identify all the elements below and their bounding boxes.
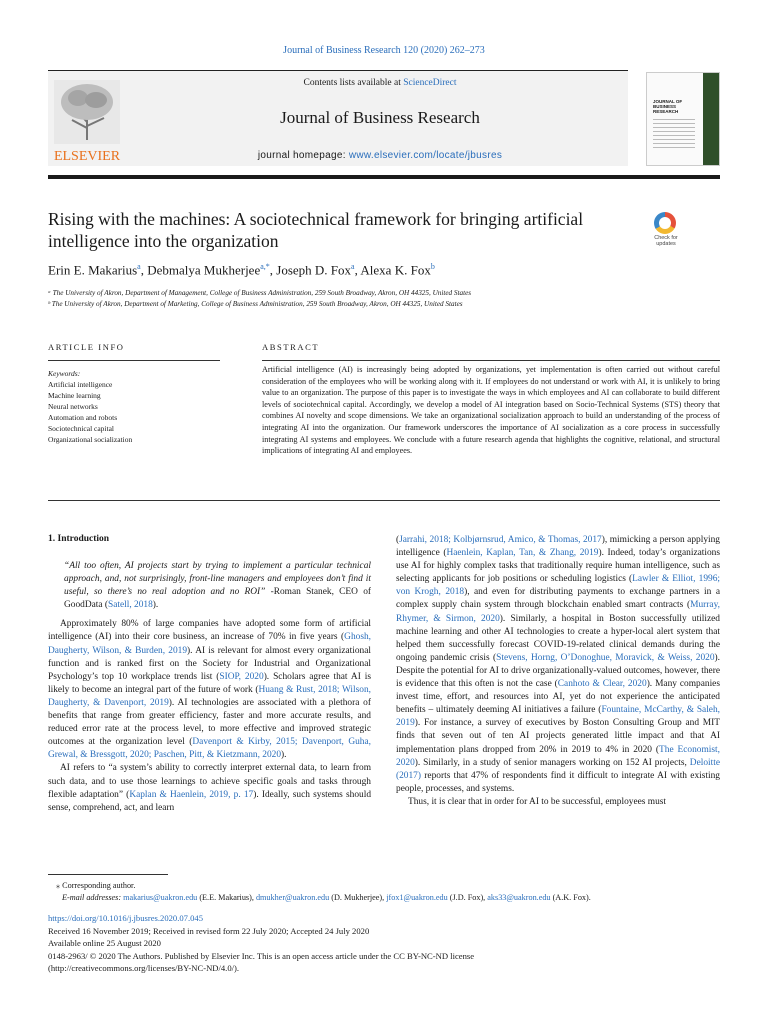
citation-link[interactable]: Ghosh, Daugherty, Wilson, & Burden, 2019 <box>48 632 371 656</box>
header-divider <box>48 175 720 179</box>
citation-link[interactable]: Canhoto & Clear, 2020 <box>557 679 647 690</box>
citation-link[interactable]: Jarrahi, 2018; Kolbjørnsrud, Amico, & Thomas, 2017 <box>399 535 602 545</box>
homepage-prefix: journal homepage: <box>257 150 349 161</box>
paragraph-text: ). <box>281 750 287 761</box>
keyword-item: Automation and robots <box>48 413 118 422</box>
intro-paragraph-4: Thus, it is clear that in order for AI to be successful, employees must <box>408 796 667 807</box>
cover-text-lines <box>653 119 695 151</box>
intro-paragraph-1 <box>48 618 371 762</box>
citation-link[interactable]: Satell, 2018 <box>108 600 153 611</box>
affiliation-a: ᵃ The University of Akron, Department of Management, College of Business Administration, 259 South Broadway, Akron, OH 44325, United States <box>48 289 472 297</box>
abstract-rule <box>262 360 720 361</box>
paragraph-text: ). AI technologies are associated with a plethora of benefits that range from greater efficiency, faster and more accurate results, and reduced error rate at the process level, to more effective and improved strategic outcomes at the organization level ( <box>48 697 371 748</box>
abstract-text: Artificial intelligence (AI) is increasingly being adopted by organizations, yet implementation is often carried out without careful consideration of the employees who will be working along with it. If employees do not understand or work with AI, it is unlikely to bring value to an organization. The purpose of this paper is to investigate the ways in which employees and AI can collaborate to build different levels of sociotechnical capital. Accordingly, we develop a model of AI integration based on Socio-Technical Systems (STS) theory that combines AI novelty and scope dimensions. We take an organizational socialization approach to build an understanding of the process of integrating AI into the organization. Our framework underscores the importance of AI socialization as a core process in successfully integrating AI systems and employees. We conclude with a future research agenda that highlights the cognitive, relational, and structural implications of integrating AI and employees. <box>262 365 720 456</box>
citation-link[interactable]: Murray, Rhymer, & Sirmon, 2020 <box>396 600 720 624</box>
paragraph-text: Approximately 80% of large companies have adopted some form of artificial intelligence (AI) into their core business, an increase of 70% in five years ( <box>48 619 371 643</box>
paragraph-text: ( <box>396 535 400 545</box>
paragraph-text: ). Similarly, a hospital in Boston successfully utilized machine learning and other AI technologies to create a hyper-local alert system that helped them successfully forecast COVID-19-related clinical demands during the ongoing pandemic crisis ( <box>396 613 720 663</box>
paragraph-text: ). Scholars agree that AI is likely to become an integral part of the future of work ( <box>48 671 371 695</box>
journal-title: Journal of Business Research <box>280 108 480 127</box>
citation-link[interactable]: Davenport & Kirby, 2015; Davenport, Guha, Grewal, & Bressgott, 2020; Paschen, Pitt, & Kietzmann, 2020 <box>48 737 371 761</box>
paragraph-text: AI refers to “a system’s ability to correctly interpret external data, to learn from such data, and to use those learnings to achieve specific goals and tasks through flexible adaptation” ( <box>48 763 371 800</box>
keyword-item: Machine learning <box>48 391 101 400</box>
citation-link[interactable]: Stevens, Horng, O’Donoghue, Moravick, & Weiss, 2020 <box>496 652 715 663</box>
email-owner: (D. Mukherjee), <box>329 893 387 902</box>
author-affil-mark[interactable]: a <box>351 262 355 271</box>
intro-paragraph-3 <box>396 534 720 796</box>
author-affil-mark[interactable]: b <box>430 262 435 271</box>
cover-spine-bar <box>703 73 719 165</box>
paragraph-text: ). For instance, a survey of executives by Boston Consulting Group and MIT finds that seven out of ten AI projects generated little impact and that AI implementation plans dropped from 20% in 2019 to 4% in 2020 ( <box>396 718 720 755</box>
paragraph-text: ). Indeed, today’s organizations use AI for highly complex tasks that traditionally require human intelligence, such as selecting applicants for job positions or scheduling logistics ( <box>396 548 720 585</box>
section-heading-introduction: 1. Introduction <box>48 534 110 544</box>
quote-attribution: -Roman Stanek, CEO of GoodData ( <box>64 587 371 611</box>
check-for-updates-label: Check for updates <box>654 235 678 247</box>
homepage-link[interactable]: www.elsevier.com/locate/jbusres <box>348 150 503 161</box>
abstract-bottom-rule <box>48 500 720 501</box>
keywords-label: Keywords: <box>48 369 81 378</box>
keyword-item: Sociotechnical capital <box>48 424 115 433</box>
email-link[interactable]: jfox1@uakron.edu <box>386 893 448 902</box>
publisher-name: ELSEVIER <box>53 149 121 164</box>
author-name[interactable]: Joseph D. Fox <box>276 262 352 278</box>
email-addresses <box>48 892 728 904</box>
paragraph-text: ). Despite the potential for AI to drive organizationally-valued outcomes, however, there is evidence that this often is not the case ( <box>396 652 720 690</box>
journal-cover-thumbnail[interactable] <box>646 72 720 166</box>
author-name[interactable]: Alexa K. Fox <box>360 262 431 278</box>
keyword-item: Artificial intelligence <box>48 380 113 389</box>
paragraph-text: ), mimicking a person applying intelligence ( <box>396 535 720 559</box>
paragraph-text: ). Ideally, such systems should sense, comprehend, act, and learn <box>48 789 372 813</box>
quote-text: “All too often, AI projects start by trying to implement a particular technical approach, and, not surprisingly, front-line managers and employees don’t find it useful, so there’s no real adoption and no ROI” <box>64 561 371 598</box>
intro-paragraph-2 <box>48 762 371 814</box>
paragraph-text: ). Many companies invest time, effort, and resources into AI, yet do not experience the anticipated benefits – ultimately deeming AI initiatives a failure ( <box>396 679 720 716</box>
affiliation-b: ᵇ The University of Akron, Department of Marketing, College of Business Administration, 259 South Broadway, Akron, OH 44325, United States <box>48 300 463 308</box>
citation-link[interactable]: Kaplan & Haenlein, 2019, p. 17 <box>129 789 254 800</box>
keyword-item: Organizational socialization <box>48 435 133 444</box>
paragraph-text: reports that 47% of respondents find it difficult to integrate AI with existing people, processes, and systems. <box>396 770 720 794</box>
doi-link[interactable]: https://doi.org/10.1016/j.jbusres.2020.07.045 <box>48 913 204 923</box>
article-info-heading: ARTICLE INFO <box>48 342 125 352</box>
citation-link[interactable]: Haenlein, Kaplan, Tan, & Zhang, 2019 <box>446 548 599 559</box>
author-affil-mark[interactable]: a,* <box>260 262 270 271</box>
publication-info <box>48 912 728 975</box>
abstract-heading: ABSTRACT <box>262 342 320 352</box>
body-column-left <box>48 560 371 815</box>
citation-link[interactable]: Fountaine, McCarthy, & Saleh, 2019 <box>396 705 720 729</box>
epigraph-quote: “All too often, AI projects start by trying to implement a particular technical approach, and, not surprisingly, front-line managers and employees don’t find it useful, so there’s no real adoption and no ROI” -Roman Stanek, CEO of GoodData (Satell, 2018). <box>64 561 371 611</box>
author-name[interactable]: Debmalya Mukherjee <box>147 262 261 278</box>
author-name[interactable]: Erin E. Makarius <box>48 262 138 278</box>
paragraph-text: ). Similarly, in a study of senior managers working on 152 AI projects, <box>414 757 690 768</box>
body-column-right <box>396 534 720 809</box>
email-owner: (J.D. Fox), <box>447 893 488 902</box>
journal-homepage-line <box>130 150 630 161</box>
corresponding-author-note: ⁎ Corresponding author. <box>56 881 136 890</box>
author-affil-mark[interactable]: a <box>137 262 141 271</box>
crossmark-inner <box>659 217 671 229</box>
email-label: E-mail addresses: <box>62 893 124 902</box>
article-title: Rising with the machines: A sociotechnical framework for bringing artificial intelligence into the organization <box>48 209 584 251</box>
article-info-rule <box>48 360 220 361</box>
citation-link[interactable]: Deloitte (2017) <box>396 757 720 781</box>
email-owner: (E.E. Makarius), <box>197 893 256 902</box>
email-owner: (A.K. Fox). <box>550 893 591 902</box>
citation-link[interactable]: Lawler & Elliot, 1996; von Krogh, 2018 <box>396 574 720 598</box>
email-link[interactable]: makarius@uakron.edu <box>123 893 198 902</box>
license-line-2[interactable]: (http://creativecommons.org/licenses/BY-NC-ND/4.0/). <box>48 963 240 974</box>
license-line-1: 0148-2963/ © 2020 The Authors. Published by Elsevier Inc. This is an open access article under the CC BY-NC-ND license <box>48 950 475 961</box>
journal-reference-link[interactable]: Journal of Business Research 120 (2020) 262–273 <box>283 45 485 56</box>
keyword-item: Neural networks <box>48 402 98 411</box>
author-list: Erin E. Makarius$^a$, Debmalya Mukherjee$^{a,*}$, Joseph D. Fox$^a$, Alexa K. Fox$^b$ <box>48 262 435 278</box>
keywords-block <box>48 368 248 445</box>
check-for-updates-badge[interactable] <box>646 212 686 252</box>
citation-link[interactable]: SIOP, 2020 <box>219 671 264 682</box>
email-link[interactable]: aks33@uakron.edu <box>487 893 551 902</box>
contents-prefix: Contents lists available at <box>303 78 404 88</box>
elsevier-logo[interactable] <box>48 74 130 164</box>
contents-available-line <box>130 78 630 88</box>
email-link[interactable]: dmukher@uakron.edu <box>255 893 330 902</box>
tree-icon <box>54 80 120 144</box>
citation-link[interactable]: The Economist, 2020 <box>396 744 720 768</box>
paragraph-text: ). AI is relevant for almost every organizational function and is ranked first on the Society for Industrial and Organizational Psychology’s top 10 workplace trends list ( <box>48 645 372 682</box>
citation-link[interactable]: Huang & Rust, 2018; Wilson, Daugherty, & Davenport, 2019 <box>48 684 371 708</box>
sciencedirect-link[interactable]: ScienceDirect <box>403 78 457 88</box>
online-date: Available online 25 August 2020 <box>48 938 161 949</box>
paragraph-text: ), and even for distributing payments to exchange partners in a complex supply chain system through blockchain enabled smart contracts ( <box>396 587 720 611</box>
affiliations <box>48 288 718 310</box>
footnotes <box>48 880 728 904</box>
received-dates: Received 16 November 2019; Received in revised form 22 July 2020; Accepted 24 July 2020 <box>48 925 370 936</box>
cover-title: JOURNAL OF BUSINESS RESEARCH <box>653 99 683 114</box>
footnote-rule <box>48 874 168 875</box>
